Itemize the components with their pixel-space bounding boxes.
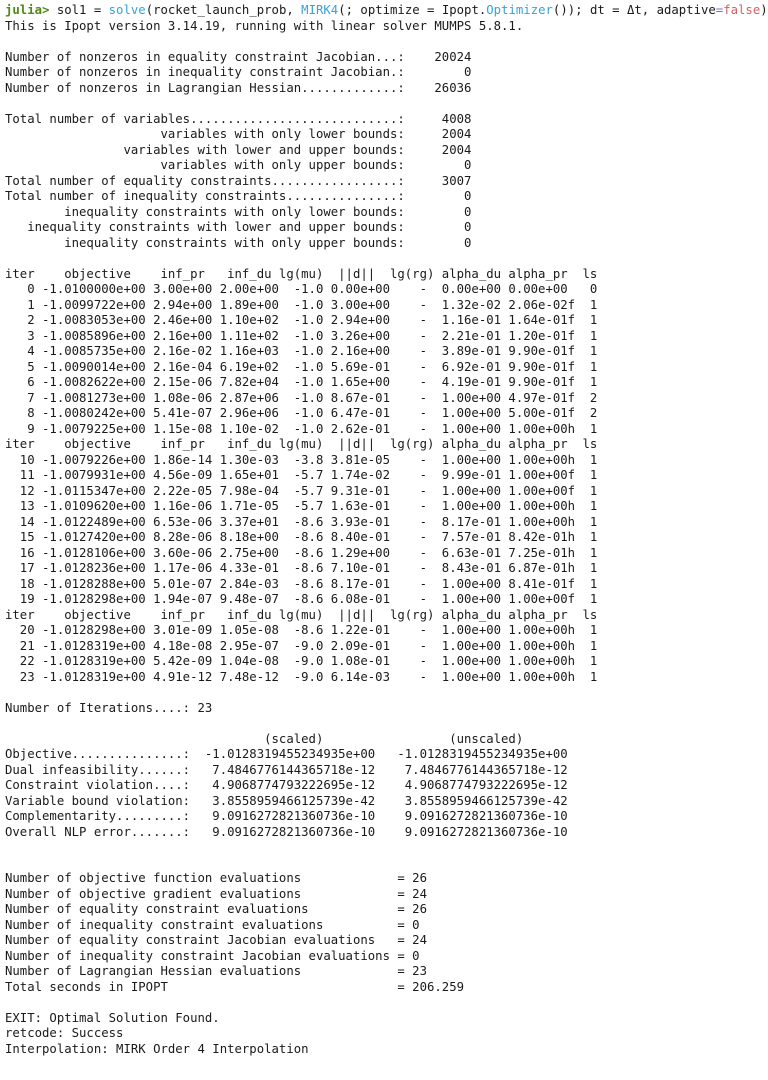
output-line: EXIT: Optimal Solution Found. bbox=[5, 1010, 220, 1025]
output-line: iter objective inf_pr inf_du lg(mu) ||d|| lg(rg) alpha_du alpha_pr ls bbox=[5, 607, 598, 622]
output-line: 8 -1.0080242e+00 5.41e-07 2.96e+06 -1.0 6.47e-01 - 1.00e+00 5.00e-01f 2 bbox=[5, 406, 598, 420]
output-line: 14 -1.0122489e+00 6.53e-06 3.37e+01 -8.6 3.93e-01 - 8.17e-01 1.00e+00h 1 bbox=[5, 514, 598, 529]
command-text: ) bbox=[760, 3, 768, 17]
output-line: Number of nonzeros in equality constraint Jacobian...: 20024 bbox=[5, 49, 472, 64]
output-line bbox=[5, 995, 766, 1011]
mirk-function: MIRK4 bbox=[301, 3, 339, 17]
output-line: iter objective inf_pr inf_du lg(mu) ||d|| lg(rg) alpha_du alpha_pr ls bbox=[5, 437, 598, 451]
assign-operator: = bbox=[715, 3, 724, 17]
output-line: 22 -1.0128319e+00 5.42e-09 1.04e-08 -9.0 1.08e-01 - 1.00e+00 1.00e+00h 1 bbox=[5, 654, 598, 668]
output-line: 18 -1.0128288e+00 5.01e-07 2.84e-03 -8.6 8.17e-01 - 1.00e+00 8.41e-01f 1 bbox=[5, 576, 598, 591]
output-line: Number of inequality constraint evaluations = 0 bbox=[5, 917, 420, 932]
output-line: 7 -1.0081273e+00 1.08e-06 2.87e+06 -1.0 8.67e-01 - 1.00e+00 4.97e-01f 2 bbox=[5, 390, 598, 405]
output-line bbox=[5, 251, 766, 267]
output-line: Number of Lagrangian Hessian evaluations = 23 bbox=[5, 964, 427, 978]
output-line: Total number of equality constraints.................: 3007 bbox=[5, 173, 472, 188]
output-line: Dual infeasibility......: 7.4846776144365718e-12 7.4846776144365718e-12 bbox=[5, 762, 568, 777]
output-line: Number of inequality constraint Jacobian evaluations = 0 bbox=[5, 948, 420, 963]
output-line: Number of objective gradient evaluations = 24 bbox=[5, 886, 427, 901]
command-line[interactable] bbox=[5, 3, 766, 19]
output-line: 21 -1.0128319e+00 4.18e-08 2.95e-07 -9.0 2.09e-01 - 1.00e+00 1.00e+00h 1 bbox=[5, 638, 598, 653]
output-line: Number of nonzeros in inequality constraint Jacobian.: 0 bbox=[5, 65, 472, 79]
output-line: Number of nonzeros in Lagrangian Hessian.............: 26036 bbox=[5, 80, 472, 95]
output-line bbox=[5, 856, 766, 872]
output-line: Overall NLP error.......: 9.0916272821360736e-10 9.0916272821360736e-10 bbox=[5, 824, 568, 839]
output-line: 11 -1.0079931e+00 4.56e-09 1.65e+01 -5.7 1.74e-02 - 9.99e-01 1.00e+00f 1 bbox=[5, 468, 598, 482]
output-line: 20 -1.0128298e+00 3.01e-09 1.05e-08 -8.6 1.22e-01 - 1.00e+00 1.00e+00h 1 bbox=[5, 623, 598, 637]
output-line: variables with only lower bounds: 2004 bbox=[5, 127, 472, 141]
output-line: retcode: Success bbox=[5, 1026, 124, 1040]
solver-output bbox=[5, 19, 766, 1058]
output-line: 1 -1.0099722e+00 2.94e+00 1.89e+00 -1.0 3.00e+00 - 1.32e-02 2.06e-02f 1 bbox=[5, 297, 598, 312]
output-line bbox=[5, 34, 766, 50]
output-line bbox=[5, 685, 766, 701]
command-text: (; optimize = Ipopt. bbox=[338, 3, 487, 17]
output-line: 16 -1.0128106e+00 3.60e-06 2.75e+00 -8.6 1.29e+00 - 6.63e-01 7.25e-01h 1 bbox=[5, 545, 598, 560]
output-line: Complementarity.........: 9.0916272821360736e-10 9.0916272821360736e-10 bbox=[5, 809, 568, 823]
output-line: variables with lower and upper bounds: 2004 bbox=[5, 142, 472, 157]
output-line: 13 -1.0109620e+00 1.16e-06 1.71e-05 -5.7 1.63e-01 - 1.00e+00 1.00e+00h 1 bbox=[5, 499, 598, 513]
output-line: Variable bound violation: 3.8558959466125739e-42 3.8558959466125739e-42 bbox=[5, 793, 568, 808]
output-line: Objective...............: -1.0128319455234935e+00 -1.0128319455234935e+00 bbox=[5, 747, 568, 761]
output-line: Total seconds in IPOPT = 206.259 bbox=[5, 979, 465, 994]
output-line: Number of equality constraint Jacobian evaluations = 24 bbox=[5, 933, 427, 947]
output-line: This is Ipopt version 3.14.19, running with linear solver MUMPS 5.8.1. bbox=[5, 18, 524, 33]
output-line: Number of Iterations....: 23 bbox=[5, 700, 213, 715]
output-line: 4 -1.0085735e+00 2.16e-02 1.16e+03 -1.0 2.16e+00 - 3.89e-01 9.90e-01f 1 bbox=[5, 344, 598, 358]
output-line: Total number of variables............................: 4008 bbox=[5, 111, 472, 126]
output-line: inequality constraints with only upper bounds: 0 bbox=[5, 235, 472, 250]
output-line: Interpolation: MIRK Order 4 Interpolation bbox=[5, 1041, 309, 1056]
output-line: inequality constraints with lower and upper bounds: 0 bbox=[5, 220, 472, 234]
command-text: ()); dt = Δt, adaptive bbox=[552, 3, 716, 17]
output-line: 9 -1.0079225e+00 1.15e-08 1.10e-02 -1.0 2.62e-01 - 1.00e+00 1.00e+00h 1 bbox=[5, 421, 598, 436]
output-line: (scaled) (unscaled) bbox=[5, 731, 524, 746]
output-line bbox=[5, 716, 766, 732]
output-line: variables with only upper bounds: 0 bbox=[5, 158, 472, 172]
output-line: 19 -1.0128298e+00 1.94e-07 9.48e-07 -8.6 6.08e-01 - 1.00e+00 1.00e+00f 1 bbox=[5, 592, 598, 606]
output-line: 23 -1.0128319e+00 4.91e-12 7.48e-12 -9.0 6.14e-03 - 1.00e+00 1.00e+00h 1 bbox=[5, 669, 598, 684]
julia-prompt: julia> bbox=[5, 3, 50, 17]
output-line: 17 -1.0128236e+00 1.17e-06 4.33e-01 -8.6 7.10e-01 - 8.43e-01 6.87e-01h 1 bbox=[5, 561, 598, 575]
output-line: inequality constraints with only lower bounds: 0 bbox=[5, 204, 472, 219]
output-line: 12 -1.0115347e+00 2.22e-05 7.98e-04 -5.7 9.31e-01 - 1.00e+00 1.00e+00f 1 bbox=[5, 483, 598, 498]
output-line: 6 -1.0082622e+00 2.15e-06 7.82e+04 -1.0 1.65e+00 - 4.19e-01 9.90e-01f 1 bbox=[5, 375, 598, 389]
optimizer-function: Optimizer bbox=[486, 3, 553, 17]
output-line: Constraint violation....: 4.9068774793222695e-12 4.9068774793222695e-12 bbox=[5, 778, 568, 792]
output-line: iter objective inf_pr inf_du lg(mu) ||d|| lg(rg) alpha_du alpha_pr ls bbox=[5, 266, 598, 281]
output-line: 15 -1.0127420e+00 8.28e-06 8.18e+00 -8.6 8.40e-01 - 7.57e-01 8.42e-01h 1 bbox=[5, 530, 598, 544]
output-line: 3 -1.0085896e+00 2.16e+00 1.11e+02 -1.0 3.26e+00 - 2.21e-01 1.20e-01f 1 bbox=[5, 328, 598, 343]
command-text: sol1 = bbox=[49, 3, 109, 17]
output-line: Total number of inequality constraints...............: 0 bbox=[5, 189, 472, 203]
output-line: Number of objective function evaluations = 26 bbox=[5, 871, 427, 885]
output-line: Number of equality constraint evaluations = 26 bbox=[5, 902, 427, 916]
output-line bbox=[5, 96, 766, 112]
output-line: 5 -1.0090014e+00 2.16e-04 6.19e+02 -1.0 5.69e-01 - 6.92e-01 9.90e-01f 1 bbox=[5, 359, 598, 374]
false-literal: false bbox=[723, 3, 761, 17]
output-line bbox=[5, 840, 766, 856]
output-line: 2 -1.0083053e+00 2.46e+00 1.10e+02 -1.0 2.94e+00 - 1.16e-01 1.64e-01f 1 bbox=[5, 313, 598, 327]
solve-function: solve bbox=[108, 3, 146, 17]
output-line: 0 -1.0100000e+00 3.00e+00 2.00e+00 -1.0 0.00e+00 - 0.00e+00 0.00e+00 0 bbox=[5, 282, 598, 296]
output-line: 10 -1.0079226e+00 1.86e-14 1.30e-03 -3.8 3.81e-05 - 1.00e+00 1.00e+00h 1 bbox=[5, 452, 598, 467]
command-text: (rocket_launch_prob, bbox=[145, 3, 302, 17]
